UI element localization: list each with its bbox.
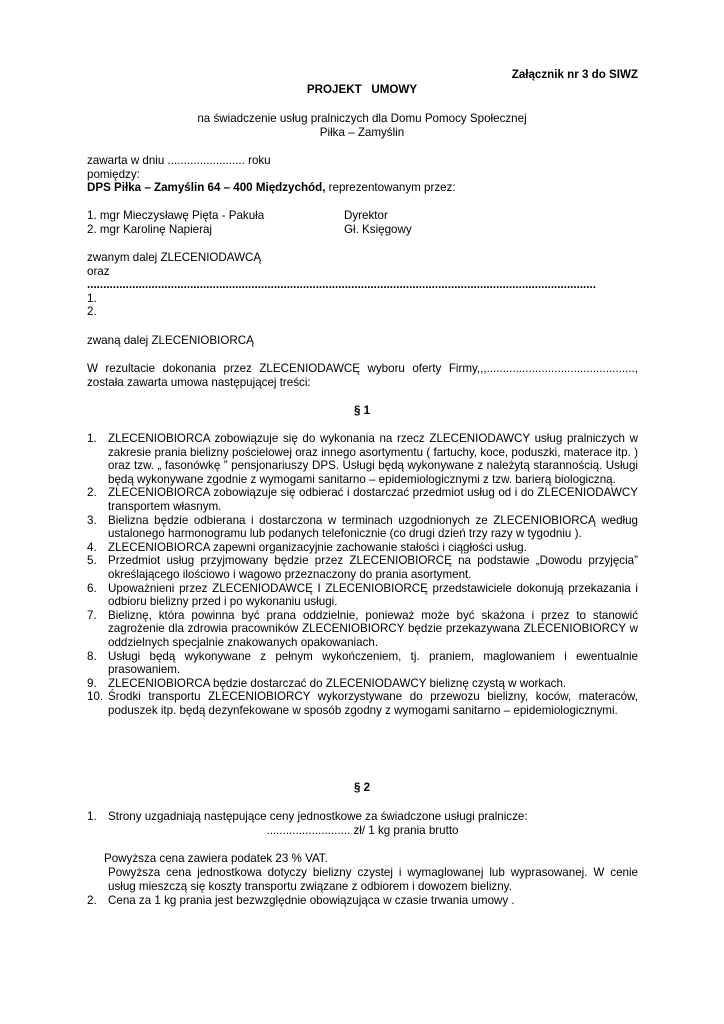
list-item-text: ZLECENIOBIORCA zobowiązuje się do wykonania na rzecz ZLECENIODAWCY usług pralniczych w zakresie prania bielizny pościelowej oraz innego asortymentu ( fartuchy, koce, poduszki, materace itp. ) oraz tzw. „ fasonówkę ” pensjonariuszy DPS. Usługi będą wykonywane z należytą starannością. Usługi będą wykonywane zgodnie z wymogami sanitarno – epidemiologicznymi z tzw. barierą biologiczną. [108, 432, 638, 486]
section-1-heading: § 1 [353, 404, 371, 417]
list-item: 3. Bielizna będzie odbierana i dostarczona w terminach uzgodnionych ze ZLECENIOBIORCĄ według ustalonego harmonogramu lub podanych telefonicznie (co drugi dzień trzy razy w tygodniu ). [87, 513, 638, 541]
list-item: 6. Upoważnieni przez ZLECENIODAWCĘ I ZLECENIOBIORCĘ przedstawiciele dokonują przekazania i odbioru bielizny przed i po wykonaniu usługi. [87, 581, 638, 609]
list-item-text: Upoważnieni przez ZLECENIODAWCĘ I ZLECENIOBIORCĘ przedstawiciele dokonują przekazania i odbioru bielizny przed i po wykonaniu usługi. [108, 581, 638, 609]
list-item: 2. ZLECENIOBIORCA zobowiązuje się odbierać i dostarczać przedmiot usług od i do ZLECENIODAWCY transportem własnym. [87, 486, 638, 513]
section-2-heading: § 2 [353, 781, 371, 794]
representative-row [87, 223, 638, 237]
called-client: zwanym dalej ZLECENIODAWCĄ [87, 251, 262, 264]
unit-price-note: Powyższa cena jednostkowa dotyczy bielizny czystej i wymaglowanej lub wyprasowanej. W cenie usług mieszczą się koszty transportu związane z odbiorem i dowozem bielizny. [108, 866, 638, 893]
contract-date: zawarta w dniu ........................ roku [87, 154, 271, 167]
list-item-text: Cena za 1 kg prania jest bezwzględnie obowiązująca w czasie trwania umowy . [108, 894, 515, 907]
list-item: 7. Bieliznę, która powinna być prana oddzielnie, ponieważ może być skażona i przez to stanowić zagrożenie dla zdrowia pracowników ZLECENIOBIORCY będzie przekazywana ZLECENIOBIORCY w oddzielnych specjalnie znakowanych opakowaniach. [87, 608, 638, 649]
list-item: 1. Strony uzgadniają następujące ceny jednostkowe za świadczone usługi pralnicze: [87, 810, 528, 823]
party-line [87, 181, 638, 195]
vat-note: Powyższa cena zawiera podatek 23 % VAT. [104, 852, 328, 865]
representative-row [87, 209, 638, 223]
between-label: pomiędzy: [87, 167, 140, 181]
representative-role: Dyrektor [344, 209, 388, 222]
list-item: 1. ZLECENIOBIORCA zobowiązuje się do wykonania na rzecz ZLECENIODAWCY usług pralniczych w zakresie prania bielizny pościelowej oraz innego asortymentu ( fartuchy, koce, poduszki, materace itp. ) oraz tzw. „ fasonówkę ” pensjonariuszy DPS. Usługi będą wykonywane z należytą starannością. Usługi będą wykonywane zgodnie z wymogami sanitarno – epidemiologicznymi z tzw. barierą biologiczną. [87, 432, 638, 486]
section-2-items-cont [87, 894, 638, 908]
list-item-text: Strony uzgadniają następujące ceny jednostkowe za świadczone usługi pralnicze: [108, 810, 528, 823]
called-contractor: zwaną dalej ZLECENIOBIORCĄ [87, 334, 254, 347]
document-title: PROJEKT UMOWY [306, 83, 418, 96]
section-2-list-cont [87, 894, 638, 908]
list-item-text: Przedmiot usług przyjmowany będzie przez ZLECENIOBIORCĘ na podstawie „Dowodu przyjęcia” określającego ilościowo i wagowo przeznaczony do prania asortyment. [108, 554, 638, 581]
party-name: DPS Piłka – Zamyślin 64 – 400 Międzychód, [87, 181, 326, 195]
representative-role: Gł. Księgowy [344, 222, 412, 236]
list-item-text: Bielizna będzie odbierana i dostarczona w terminach uzgodnionych ze ZLECENIOBIORCĄ według ustalonego harmonogramu lub podanych telefonicznie (co drugi dzień trzy razy w tygodniu ). [108, 513, 638, 541]
contractor-line-1: 1. [87, 291, 97, 305]
subtitle-line-1: na świadczenie usług pralniczych dla Domu Pomocy Społecznej [197, 112, 527, 125]
attachment-label: Załącznik nr 3 do SIWZ [511, 68, 638, 81]
list-item-text: Bieliznę, która powinna być prana oddzielnie, ponieważ może być skażona i przez to stanowić zagrożenie dla zdrowia pracowników ZLECENIOBIORCY będzie przekazywana ZLECENIOBIORCY w oddzielnych specjalnie znakowanych opakowaniach. [108, 608, 638, 649]
representatives-block [87, 209, 638, 236]
contractor-line-2: 2. [87, 305, 97, 319]
contractor-dots-line: .............................................................................................................................................................. [87, 278, 596, 292]
list-item-text: Usługi będą wykonywane z pełnym wykończeniem, tj. praniem, maglowaniem i ewentualnie prasowaniem. [108, 649, 638, 677]
document-subtitle [0, 112, 724, 139]
and-label: oraz [87, 264, 110, 278]
list-item-text: Środki transportu ZLECENIOBIORCY wykorzystywane do przewozu bielizny, koców, materaców, poduszek itp. będą dezynfekowane w sposób zgodny z wymogami sanitarno – epidemiologicznymi. [108, 690, 638, 717]
list-item: 5. Przedmiot usług przyjmowany będzie przez ZLECENIOBIORCĘ na podstawie „Dowodu przyjęcia” określającego ilościowo i wagowo przeznaczony do prania asortyment. [87, 554, 638, 581]
section-1-list [87, 432, 638, 717]
list-item: 9. ZLECENIOBIORCA będzie dostarczać do ZLECENIODAWCY bieliznę czystą w workach. [87, 676, 567, 690]
section-2-items [87, 810, 638, 824]
list-item: 10. Środki transportu ZLECENIOBIORCY wykorzystywane do przewozu bielizny, koców, materaców, poduszek itp. będą dezynfekowane w sposób zgodny z wymogami sanitarno – epidemiologicznymi. [87, 690, 638, 717]
client-block [87, 251, 638, 319]
section-2-list [87, 810, 638, 837]
list-item-text: ZLECENIOBIORCA zobowiązuje się odbierać i dostarczać przedmiot usług od i do ZLECENIODAWCY transportem własnym. [108, 486, 638, 513]
list-item-text: ZLECENIOBIORCA będzie dostarczać do ZLECENIODAWCY bieliznę czystą w workach. [108, 676, 567, 690]
list-item: 8. Usługi będą wykonywane z pełnym wykończeniem, tj. praniem, maglowaniem i ewentualnie prasowaniem. [87, 649, 638, 677]
party-represented: reprezentowanym przez: [325, 181, 456, 195]
parties-block [87, 154, 638, 195]
representative-name: 1. mgr Mieczysławę Pięta - Pakuła [87, 209, 265, 222]
section-1-items [87, 432, 638, 717]
list-item: 4. ZLECENIOBIORCA zapewni organizacyjnie zachowanie stałości i ciągłości usług. [87, 540, 527, 554]
subtitle-line-2: Piłka – Zamyślin [319, 125, 405, 139]
representative-name: 2. mgr Karolinę Napieraj [87, 222, 213, 236]
list-item-text: ZLECENIOBIORCA zapewni organizacyjnie zachowanie stałości i ciągłości usług. [108, 540, 527, 554]
price-line: .......................... zł/ 1 kg prania brutto [266, 823, 459, 837]
list-item: 2. Cena za 1 kg prania jest bezwzględnie obowiązująca w czasie trwania umowy . [87, 894, 515, 907]
intro-paragraph: W rezultacie dokonania przez ZLECENIODAWCĘ wyboru oferty Firmy,,,.............................................., została zawarta umowa następującej treści: [87, 362, 638, 389]
